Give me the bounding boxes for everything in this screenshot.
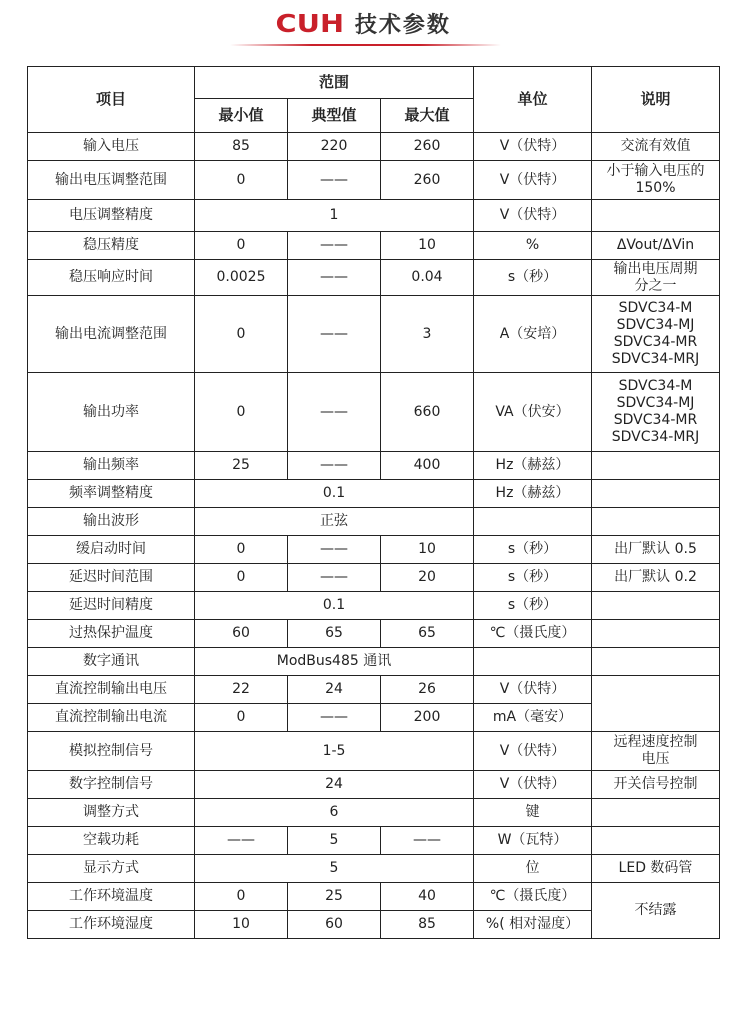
- cell-item: 稳压响应时间: [28, 260, 195, 296]
- cell-item: 延迟时间精度: [28, 592, 195, 620]
- cell-span: 1: [195, 200, 474, 232]
- cell-note: [592, 480, 720, 508]
- cell-max: 0.04: [381, 260, 474, 296]
- cell-item: 输入电压: [28, 133, 195, 161]
- cell-unit: W（瓦特）: [474, 827, 592, 855]
- cell-unit: V（伏特）: [474, 200, 592, 232]
- cell-max: 40: [381, 883, 474, 911]
- cell-typ: ——: [288, 704, 381, 732]
- cell-typ: 60: [288, 911, 381, 939]
- cell-note: 远程速度控制 电压: [592, 732, 720, 771]
- table-row: [28, 508, 720, 536]
- cell-max: 85: [381, 911, 474, 939]
- table-row: [28, 883, 720, 911]
- cell-min: 0: [195, 373, 288, 452]
- cell-note: [592, 200, 720, 232]
- cell-unit: [474, 648, 592, 676]
- cell-unit: s（秒）: [474, 260, 592, 296]
- cell-min: 0: [195, 536, 288, 564]
- cell-typ: ——: [288, 296, 381, 373]
- cell-min: 0: [195, 883, 288, 911]
- header-unit: 单位: [474, 67, 592, 133]
- table-row: [28, 799, 720, 827]
- cell-span: 正弦: [195, 508, 474, 536]
- table-row: [28, 161, 720, 200]
- cell-item: 数字控制信号: [28, 771, 195, 799]
- cell-span: 6: [195, 799, 474, 827]
- cell-note: SDVC34-M SDVC34-MJ SDVC34-MR SDVC34-MRJ: [592, 373, 720, 452]
- cell-max: 660: [381, 373, 474, 452]
- cell-max: 10: [381, 536, 474, 564]
- cell-typ: ——: [288, 452, 381, 480]
- cell-note: 出厂默认 0.5: [592, 536, 720, 564]
- cell-item: 工作环境温度: [28, 883, 195, 911]
- table-row: [28, 676, 720, 704]
- cell-span: 0.1: [195, 480, 474, 508]
- cell-item: 工作环境湿度: [28, 911, 195, 939]
- table-row: [28, 232, 720, 260]
- cell-unit: %: [474, 232, 592, 260]
- cell-typ: 5: [288, 827, 381, 855]
- table-row: [28, 480, 720, 508]
- cell-min: 0: [195, 296, 288, 373]
- table-row: [28, 732, 720, 771]
- cell-max: 3: [381, 296, 474, 373]
- cell-item: 显示方式: [28, 855, 195, 883]
- cell-span: 0.1: [195, 592, 474, 620]
- brand-logo: CUH: [275, 9, 345, 38]
- cell-max: 260: [381, 161, 474, 200]
- table-row: [28, 296, 720, 373]
- cell-note: LED 数码管: [592, 855, 720, 883]
- header-max: 最大值: [381, 99, 474, 133]
- cell-unit: s（秒）: [474, 592, 592, 620]
- cell-unit: mA（毫安）: [474, 704, 592, 732]
- cell-item: 过热保护温度: [28, 620, 195, 648]
- cell-max: 20: [381, 564, 474, 592]
- cell-note: [592, 827, 720, 855]
- table-row: [28, 260, 720, 296]
- cell-min: 0: [195, 232, 288, 260]
- cell-max: 65: [381, 620, 474, 648]
- cell-note: [592, 676, 720, 732]
- table-row: [28, 133, 720, 161]
- table-row: [28, 620, 720, 648]
- cell-typ: ——: [288, 373, 381, 452]
- cell-unit: Hz（赫兹）: [474, 480, 592, 508]
- cell-min: ——: [195, 827, 288, 855]
- cell-unit: Hz（赫兹）: [474, 452, 592, 480]
- header-min: 最小值: [195, 99, 288, 133]
- cell-item: 输出电流调整范围: [28, 296, 195, 373]
- cell-item: 直流控制输出电压: [28, 676, 195, 704]
- title-underline: [230, 44, 501, 46]
- cell-item: 输出电压调整范围: [28, 161, 195, 200]
- table-row: [28, 771, 720, 799]
- cell-typ: ——: [288, 161, 381, 200]
- table-row: [28, 592, 720, 620]
- cell-typ: ——: [288, 536, 381, 564]
- cell-unit: s（秒）: [474, 536, 592, 564]
- cell-typ: ——: [288, 232, 381, 260]
- cell-min: 85: [195, 133, 288, 161]
- cell-note: 不结露: [592, 883, 720, 939]
- cell-typ: 24: [288, 676, 381, 704]
- table-row: [28, 373, 720, 452]
- cell-unit: VA（伏安）: [474, 373, 592, 452]
- cell-unit: V（伏特）: [474, 771, 592, 799]
- cell-item: 直流控制输出电流: [28, 704, 195, 732]
- header-typ: 典型值: [288, 99, 381, 133]
- table-row: [28, 200, 720, 232]
- cell-unit: %( 相对湿度）: [474, 911, 592, 939]
- table-row: [28, 536, 720, 564]
- cell-typ: 65: [288, 620, 381, 648]
- cell-note: ΔVout/ΔVin: [592, 232, 720, 260]
- cell-typ: ——: [288, 260, 381, 296]
- cell-unit: s（秒）: [474, 564, 592, 592]
- cell-note: [592, 648, 720, 676]
- cell-unit: ℃（摄氏度）: [474, 883, 592, 911]
- cell-typ: ——: [288, 564, 381, 592]
- cell-span: ModBus485 通讯: [195, 648, 474, 676]
- cell-max: 400: [381, 452, 474, 480]
- cell-typ: 220: [288, 133, 381, 161]
- cell-note: [592, 799, 720, 827]
- cell-min: 25: [195, 452, 288, 480]
- table-row: [28, 648, 720, 676]
- cell-item: 输出频率: [28, 452, 195, 480]
- spec-table: [27, 66, 720, 939]
- cell-note: 小于输入电压的 150%: [592, 161, 720, 200]
- cell-min: 0: [195, 704, 288, 732]
- cell-max: 26: [381, 676, 474, 704]
- title-bar: [0, 8, 731, 39]
- cell-span: 1-5: [195, 732, 474, 771]
- cell-max: ——: [381, 827, 474, 855]
- cell-item: 数字通讯: [28, 648, 195, 676]
- cell-item: 缓启动时间: [28, 536, 195, 564]
- header-note: 说明: [592, 67, 720, 133]
- cell-unit: V（伏特）: [474, 676, 592, 704]
- cell-min: 0.0025: [195, 260, 288, 296]
- cell-span: 5: [195, 855, 474, 883]
- cell-max: 260: [381, 133, 474, 161]
- table-row: [28, 855, 720, 883]
- cell-note: [592, 620, 720, 648]
- cell-item: 输出功率: [28, 373, 195, 452]
- cell-unit: V（伏特）: [474, 732, 592, 771]
- cell-unit: 键: [474, 799, 592, 827]
- table-row: [28, 564, 720, 592]
- page-title: 技术参数: [354, 13, 451, 38]
- cell-note: 输出电压周期 分之一: [592, 260, 720, 296]
- cell-unit: ℃（摄氏度）: [474, 620, 592, 648]
- cell-unit: V（伏特）: [474, 161, 592, 200]
- cell-item: 延迟时间范围: [28, 564, 195, 592]
- cell-unit: A（安培）: [474, 296, 592, 373]
- cell-min: 60: [195, 620, 288, 648]
- cell-item: 输出波形: [28, 508, 195, 536]
- cell-max: 200: [381, 704, 474, 732]
- cell-min: 10: [195, 911, 288, 939]
- cell-item: 空载功耗: [28, 827, 195, 855]
- cell-item: 调整方式: [28, 799, 195, 827]
- cell-note: 交流有效值: [592, 133, 720, 161]
- cell-unit: V（伏特）: [474, 133, 592, 161]
- table-row: [28, 452, 720, 480]
- cell-item: 频率调整精度: [28, 480, 195, 508]
- cell-max: 10: [381, 232, 474, 260]
- cell-min: 22: [195, 676, 288, 704]
- cell-note: 出厂默认 0.2: [592, 564, 720, 592]
- cell-min: 0: [195, 564, 288, 592]
- table-row: [28, 827, 720, 855]
- cell-typ: 25: [288, 883, 381, 911]
- header-item: 项目: [28, 67, 195, 133]
- cell-item: 电压调整精度: [28, 200, 195, 232]
- page-header: [0, 0, 731, 52]
- header-range: 范围: [195, 67, 474, 99]
- cell-note: [592, 452, 720, 480]
- cell-span: 24: [195, 771, 474, 799]
- cell-note: SDVC34-M SDVC34-MJ SDVC34-MR SDVC34-MRJ: [592, 296, 720, 373]
- cell-note: [592, 592, 720, 620]
- cell-item: 稳压精度: [28, 232, 195, 260]
- cell-unit: [474, 508, 592, 536]
- cell-min: 0: [195, 161, 288, 200]
- cell-note: [592, 508, 720, 536]
- cell-item: 模拟控制信号: [28, 732, 195, 771]
- cell-note: 开关信号控制: [592, 771, 720, 799]
- cell-unit: 位: [474, 855, 592, 883]
